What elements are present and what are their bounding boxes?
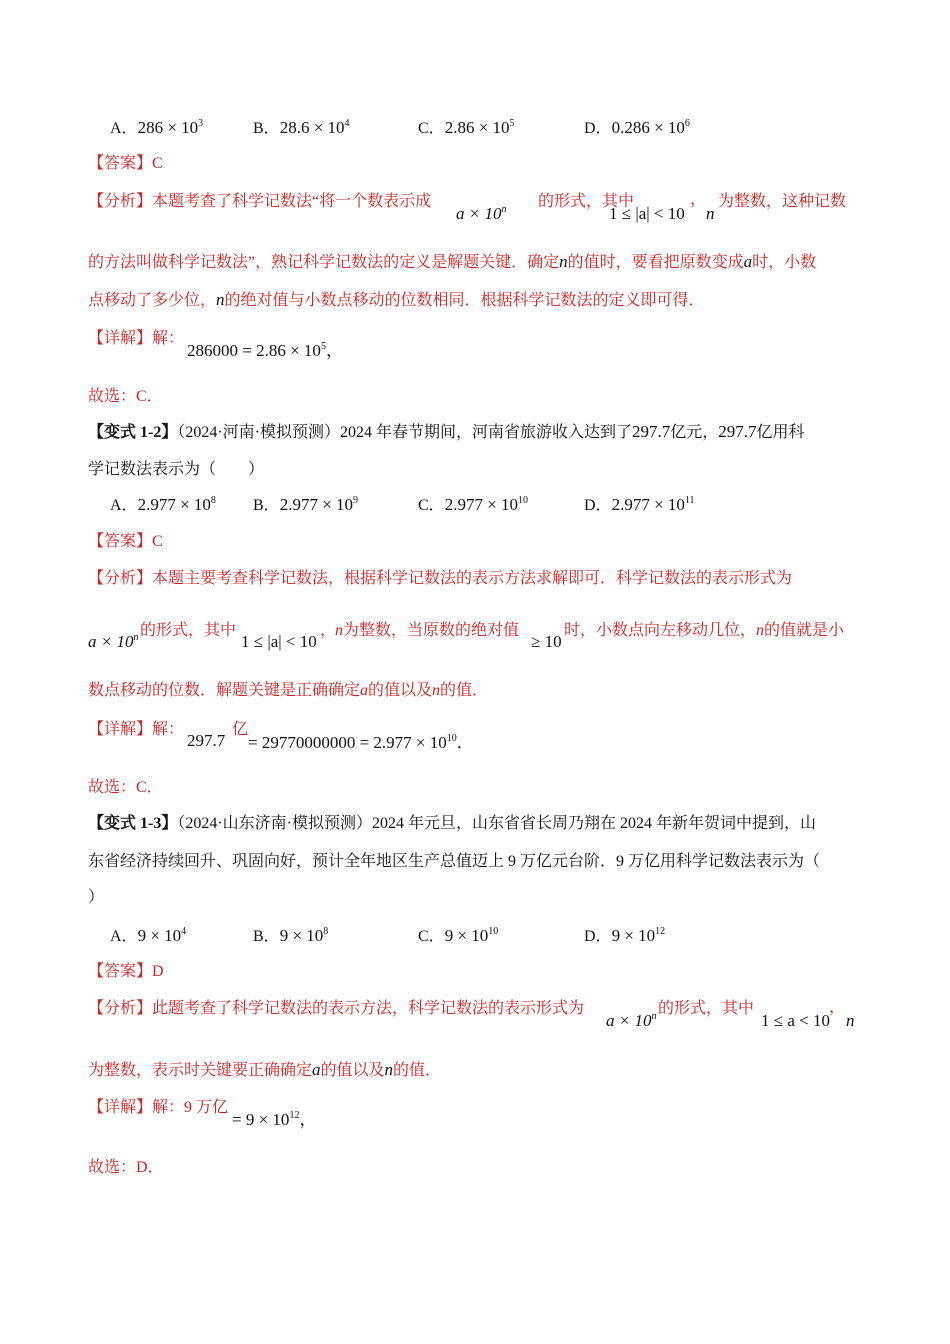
q1-detail <box>88 329 184 349</box>
q2-answer <box>88 532 163 552</box>
math-variable: n <box>559 252 568 271</box>
question-label: 【变式 1-3】 <box>88 815 178 832</box>
q1-analysis-text-2: 的形式，其中 <box>538 193 635 210</box>
option-math: 2.977 × 10 <box>611 495 685 514</box>
answer-value: C <box>152 533 163 550</box>
option-letter: D． <box>584 928 612 945</box>
analysis-text: 的值． <box>393 1062 442 1079</box>
math-exponent: 12 <box>289 1110 300 1121</box>
analysis-label: 【分析】 <box>88 570 153 587</box>
option-letter: A． <box>110 120 138 137</box>
q3-detail <box>88 1098 228 1118</box>
math-variable: a <box>743 252 753 271</box>
option-exponent: 11 <box>684 495 695 506</box>
analysis-text: 的值． <box>440 682 489 699</box>
option-math: 286 × 10 <box>137 118 199 137</box>
question-number: 297.7 <box>632 422 671 441</box>
option-math: 2.977 × 10 <box>279 495 354 514</box>
math-exponent: n <box>501 204 507 215</box>
detail-prefix: 解：9 万亿 <box>152 1099 229 1116</box>
q2-analysis-line1 <box>88 569 792 589</box>
q2-question-line1 <box>88 422 805 443</box>
analysis-text: 本题考查了科学记数法“将一个数表示成 <box>152 193 432 210</box>
option-exponent: 3 <box>198 118 204 129</box>
question-text: 亿元， <box>670 424 719 441</box>
q3-option-c[interactable] <box>418 925 498 948</box>
analysis-text: 为整数，当原数的绝对值 <box>343 622 520 639</box>
math-variable: a <box>312 1060 321 1079</box>
option-letter: A． <box>110 928 138 945</box>
analysis-text: 的绝对值与小数点移动的位数相同．根据科学记数法的定义即可得． <box>224 292 705 309</box>
analysis-text: 此题考查了科学记数法的表示方法，科学记数法的表示形式为 <box>152 1000 585 1017</box>
q1-choose: 故选：C． <box>88 388 163 405</box>
q3-analysis-line2 <box>88 1060 441 1081</box>
option-math: 2.977 × 10 <box>137 495 211 514</box>
analysis-text: 时，小数点向左移动几位， <box>564 622 757 639</box>
option-math: 9 × 10 <box>611 926 656 945</box>
math-suffix: ， <box>325 341 343 360</box>
math-suffix: ． <box>456 733 474 752</box>
option-exponent: 5 <box>509 118 515 129</box>
option-math: 28.6 × 10 <box>279 118 345 137</box>
q1-analysis-line1 <box>88 192 431 212</box>
question-text: （2024·山东济南·模拟预测）2024 年元旦，山东省省长周乃翔在 2024 年新年贺词中提到，山 <box>177 815 817 832</box>
q2-option-c[interactable] <box>418 494 528 517</box>
option-exponent: 10 <box>488 926 499 937</box>
q2-detail <box>88 720 184 740</box>
answer-label: 【答案】 <box>88 963 153 980</box>
option-letter: B． <box>253 497 280 514</box>
math-exponent: 5 <box>320 341 326 352</box>
q2-analysis-math-1 <box>88 632 138 652</box>
q1-analysis-line2 <box>88 252 816 273</box>
q3-analysis-n <box>846 1011 855 1031</box>
analysis-text: 的值以及 <box>368 682 433 699</box>
option-math: 0.286 × 10 <box>611 118 685 137</box>
option-letter: D． <box>584 120 612 137</box>
math-variable: n <box>706 204 715 223</box>
detail-prefix: 解： <box>152 721 185 738</box>
q2-detail-math <box>248 733 474 753</box>
option-math: 9 × 10 <box>137 926 182 945</box>
option-letter: C． <box>418 120 445 137</box>
q2-option-d[interactable] <box>584 494 695 517</box>
math-text: a × 10 <box>606 1011 652 1030</box>
option-exponent: 8 <box>323 926 329 937</box>
q1-option-b[interactable] <box>253 117 350 140</box>
option-letter: D． <box>584 497 612 514</box>
analysis-text: 的值以及 <box>320 1062 385 1079</box>
math-exponent: n <box>651 1011 657 1022</box>
q3-question-line3: ） <box>88 889 105 906</box>
analysis-text: 时，小数 <box>752 254 817 271</box>
option-exponent: 10 <box>518 495 529 506</box>
math-variable: n <box>846 1011 855 1030</box>
q1-option-c[interactable] <box>418 117 515 140</box>
option-exponent: 9 <box>353 495 359 506</box>
q3-answer <box>88 962 164 982</box>
analysis-text: 数点移动的位数．解题关键是正确确定 <box>88 682 361 699</box>
answer-value: C <box>152 155 163 172</box>
q1-analysis-math-2: 1 ≤ |a| < 10 <box>609 204 685 223</box>
option-exponent: 8 <box>210 495 216 506</box>
q1-analysis-math-1 <box>456 204 506 224</box>
q2-detail-number: 297.7 <box>187 731 226 750</box>
question-text: 亿用科 <box>756 424 805 441</box>
option-exponent: 12 <box>655 926 666 937</box>
q2-analysis-text-3 <box>335 621 519 641</box>
q3-analysis-math-2: 1 ≤ a < 10 <box>761 1011 830 1030</box>
math-exponent: 10 <box>446 733 457 744</box>
option-exponent: 6 <box>684 118 690 129</box>
math-variable: n <box>335 622 343 639</box>
answer-value: D <box>152 963 164 980</box>
q1-detail-math <box>187 341 343 361</box>
q2-analysis-text-4 <box>564 621 844 641</box>
analysis-text: 的值就是小 <box>764 622 845 639</box>
option-letter: A． <box>110 497 138 514</box>
option-exponent: 4 <box>344 118 350 129</box>
q3-option-a[interactable] <box>110 925 186 948</box>
q3-detail-math <box>232 1110 316 1130</box>
analysis-text: 为整数，表示时关键要正确确定 <box>88 1062 313 1079</box>
q1-option-a[interactable] <box>110 117 203 140</box>
math-variable: a <box>360 682 369 699</box>
q2-option-a[interactable] <box>110 494 216 517</box>
q2-analysis-text-2: 的形式，其中 <box>140 622 237 639</box>
analysis-label: 【分析】 <box>88 193 153 210</box>
q3-analysis-comma: ， <box>829 999 846 1016</box>
math-variable: n <box>432 682 441 699</box>
option-exponent: 4 <box>181 926 187 937</box>
analysis-text: 点移动了多少位， <box>88 292 217 309</box>
math-variable: n <box>384 1060 394 1079</box>
q3-analysis-math-1 <box>606 1011 656 1031</box>
option-letter: B． <box>253 928 280 945</box>
detail-prefix: 解： <box>152 330 185 347</box>
q2-analysis-math-2: 1 ≤ |a| < 10 <box>241 632 317 651</box>
q2-question-line2: 学记数法表示为（ ） <box>88 461 265 478</box>
q1-answer <box>88 154 163 174</box>
math-exponent: n <box>133 632 139 643</box>
option-math: 2.977 × 10 <box>444 495 519 514</box>
math-text: = 29770000000 = 2.977 × 10 <box>248 733 447 752</box>
question-number: 297.7 <box>718 422 757 441</box>
q3-option-d[interactable] <box>584 925 665 948</box>
option-letter: C． <box>418 928 445 945</box>
q2-option-b[interactable] <box>253 494 358 517</box>
analysis-label: 【分析】 <box>88 1000 153 1017</box>
detail-label: 【详解】 <box>88 1099 153 1116</box>
q3-choose: 故选：D． <box>88 1159 164 1176</box>
answer-label: 【答案】 <box>88 155 153 172</box>
detail-label: 【详解】 <box>88 721 153 738</box>
q1-analysis-math-3 <box>706 204 715 224</box>
option-math: 9 × 10 <box>444 926 489 945</box>
q2-choose: 故选：C． <box>88 779 163 796</box>
option-math: 2.86 × 10 <box>444 118 510 137</box>
math-variable: n <box>216 290 225 309</box>
q2-detail-yi: 亿 <box>232 721 249 738</box>
q3-analysis-text-2: 的形式，其中 <box>658 1000 755 1017</box>
option-letter: B． <box>253 120 280 137</box>
q3-question-line2: 东省经济持续回升、巩固向好，预计全年地区生产总值迈上 9 万亿元台阶．9 万亿用科学记数法表示为（ <box>88 853 821 870</box>
question-label: 【变式 1-2】 <box>88 424 178 441</box>
q3-question-line1 <box>88 814 816 834</box>
q2-analysis-comma: ， <box>320 622 337 639</box>
math-text: a × 10 <box>88 632 134 651</box>
q2-analysis-math-3: ≥ 10 <box>531 632 562 651</box>
math-variable: n <box>756 622 765 639</box>
answer-label: 【答案】 <box>88 533 153 550</box>
q1-analysis-line3 <box>88 290 705 311</box>
math-suffix: ， <box>299 1110 317 1129</box>
option-letter: C． <box>418 497 445 514</box>
question-text: （2024·河南·模拟预测）2024 年春节期间，河南省旅游收入达到了 <box>177 424 633 441</box>
analysis-text: 的值时，要看把原数变成 <box>567 254 744 271</box>
math-text: = 9 × 10 <box>232 1110 290 1129</box>
analysis-text: 的方法叫做科学记数法”，熟记科学记数法的定义是解题关键．确定 <box>88 254 560 271</box>
analysis-text: 本题主要考查科学记数法，根据科学记数法的表示方法求解即可．科学记数法的表示形式为 <box>152 570 793 587</box>
q1-analysis-text-3: 为整数，这种记数 <box>718 193 847 210</box>
q3-analysis-line1 <box>88 999 584 1019</box>
q1-option-d[interactable] <box>584 117 690 140</box>
detail-label: 【详解】 <box>88 330 153 347</box>
option-math: 9 × 10 <box>279 926 324 945</box>
q3-option-b[interactable] <box>253 925 328 948</box>
q2-analysis-line3 <box>88 681 488 701</box>
q1-analysis-comma: ， <box>690 191 707 208</box>
math-text: a × 10 <box>456 204 502 223</box>
math-text: 286000 = 2.86 × 10 <box>187 341 321 360</box>
